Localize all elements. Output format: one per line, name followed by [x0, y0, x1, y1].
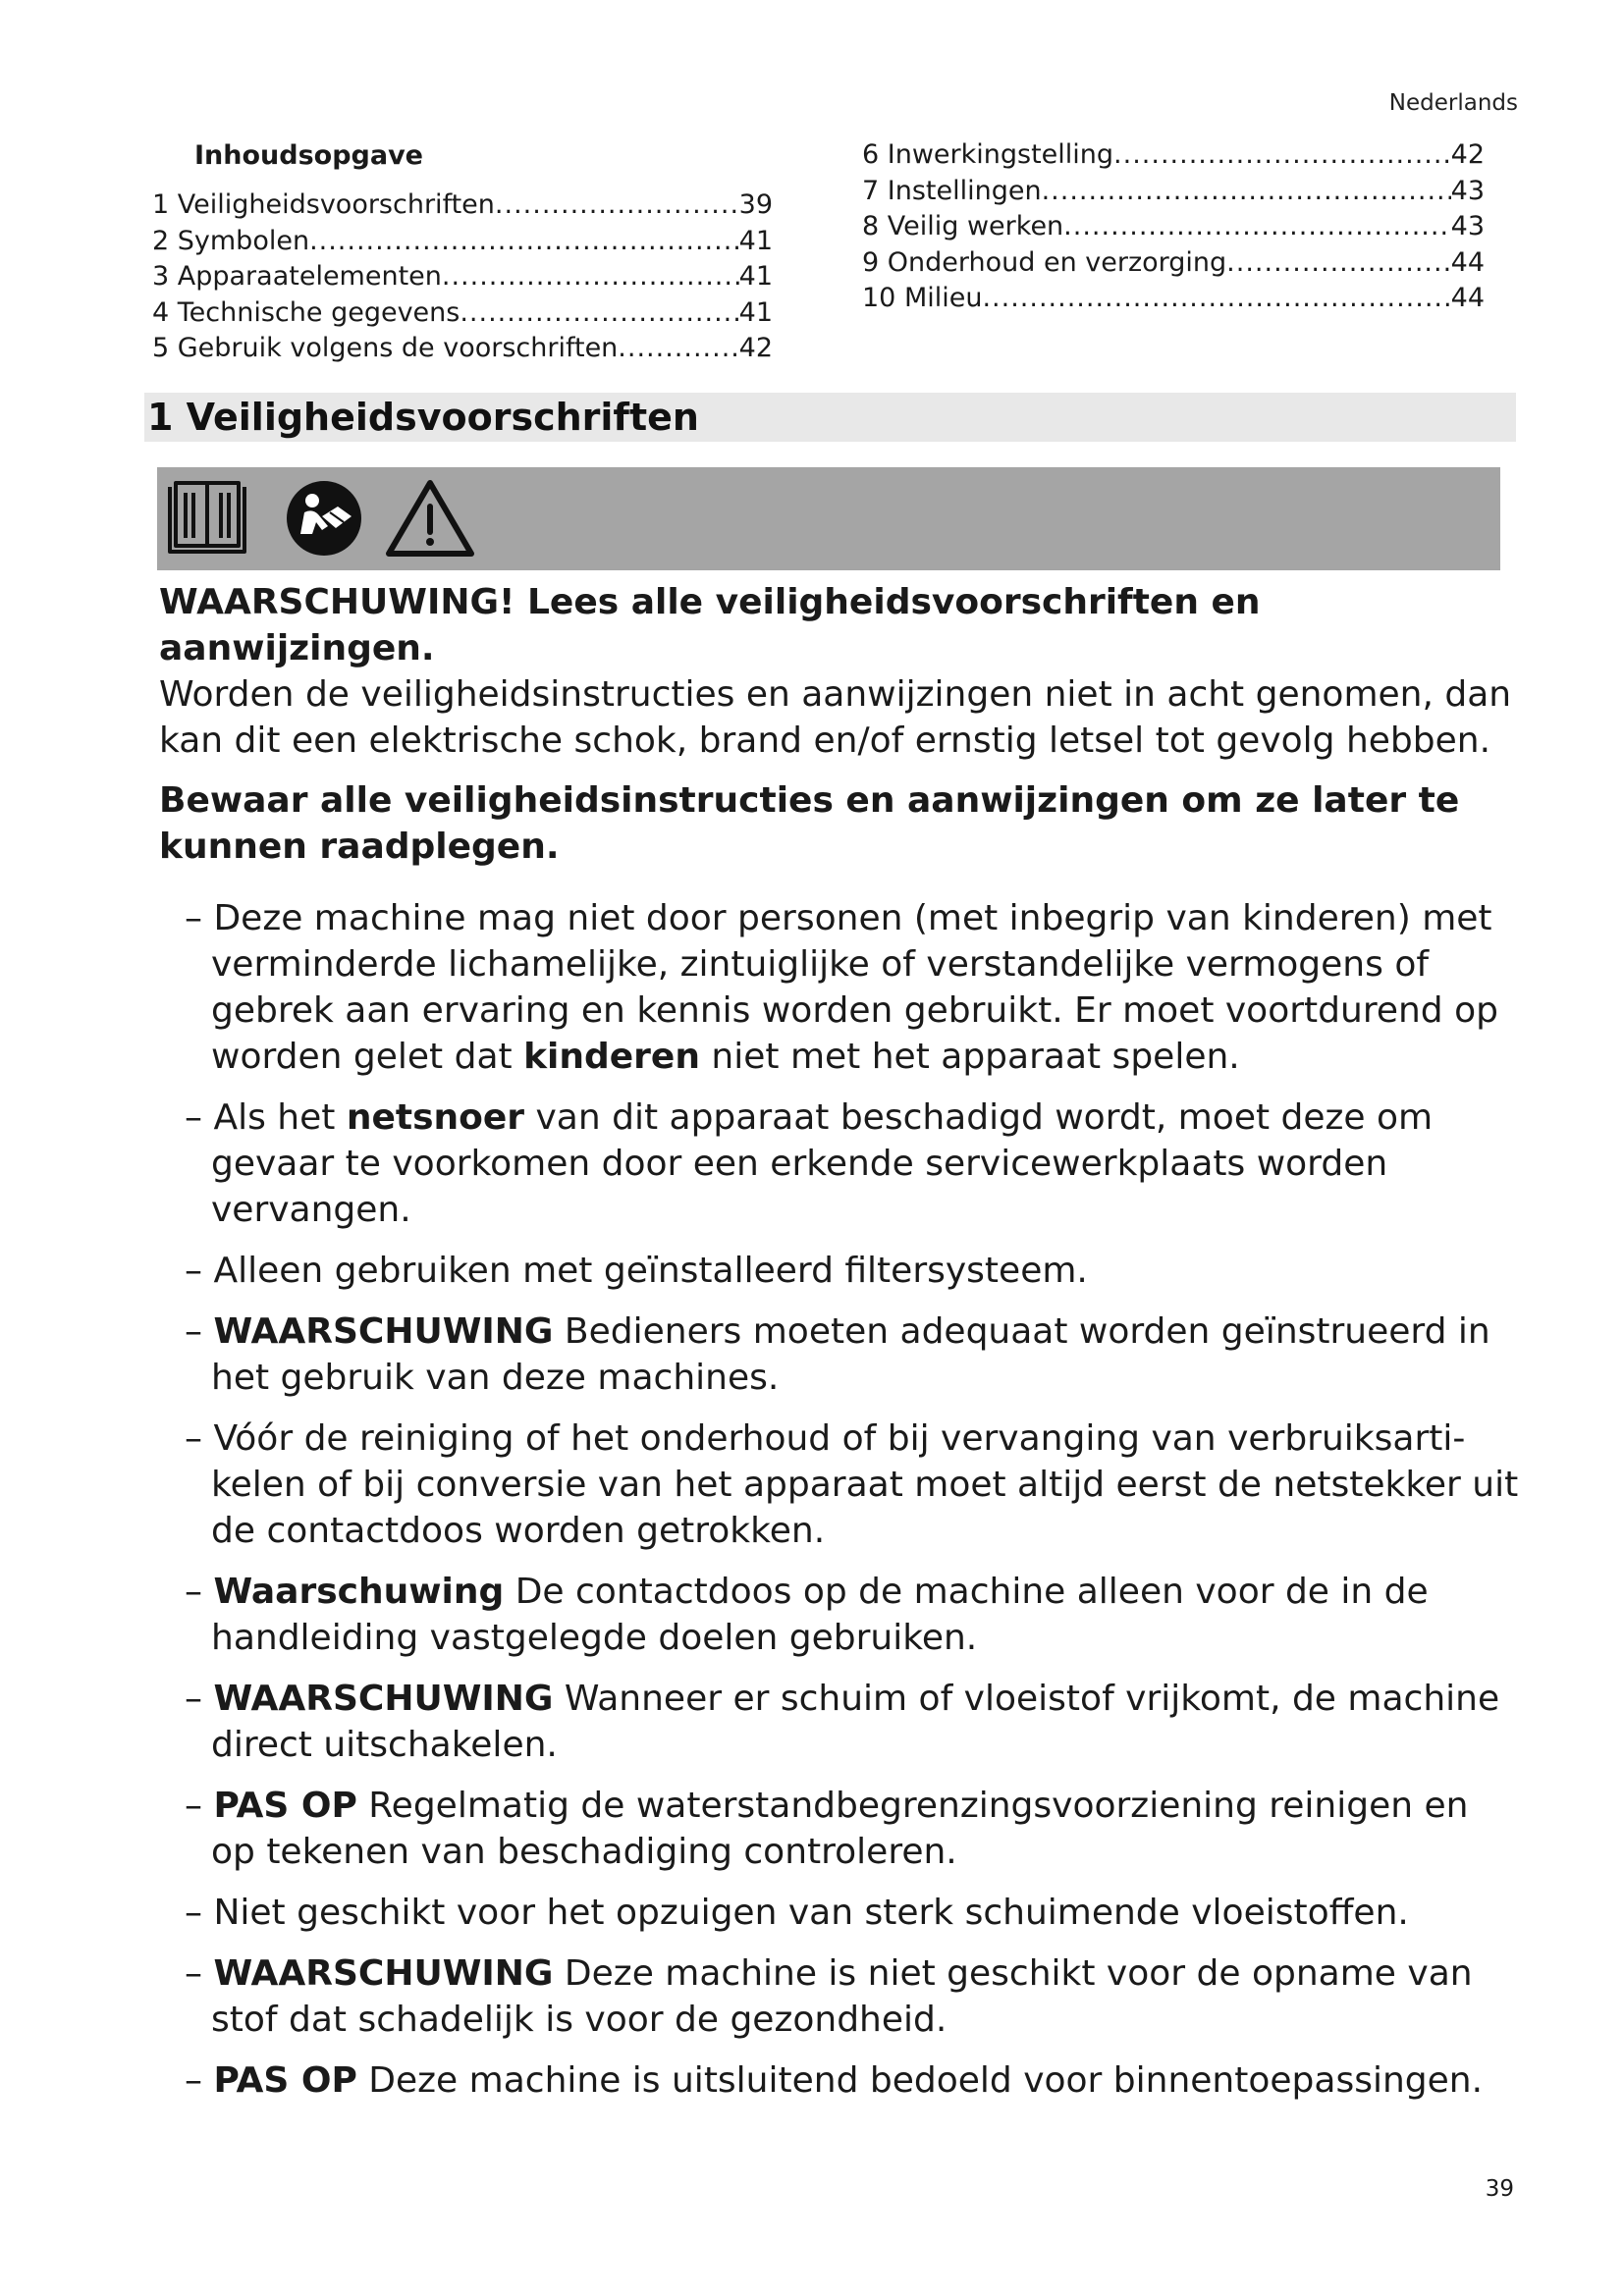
toc-entry[interactable] — [152, 224, 773, 260]
section-heading: 1 Veiligheidsvoorschriften — [144, 393, 1516, 442]
language-label: Nederlands — [1388, 90, 1518, 116]
toc-entry-label: 7 Instellingen — [862, 175, 1042, 206]
toc-entry[interactable] — [862, 174, 1485, 210]
toc-entry-page: 43 — [1450, 175, 1485, 206]
toc-entry[interactable] — [862, 137, 1485, 174]
toc-entry-label: 3 Apparaatelementen — [152, 261, 442, 292]
toc-entry-label: 2 Symbolen — [152, 225, 310, 256]
list-item: – PAS OP Regelmatig de waterstandbegrenzingsvoorziening reinigen en op tekenen van beschadiging controleren. — [185, 1786, 1469, 1872]
safety-rule-list — [159, 895, 1519, 2104]
page-number: 39 — [1485, 2176, 1514, 2202]
toc-entry-page: 44 — [1450, 246, 1485, 278]
toc-entry-label: 10 Milieu — [862, 283, 983, 313]
toc-entry[interactable] — [152, 331, 773, 367]
keep-instructions-notice: Bewaar alle veiligheidsinstructies en aanwijzingen om ze later te kunnen raadplegen. — [159, 780, 1460, 867]
toc-entry-page: 41 — [738, 261, 773, 292]
list-item: – WAARSCHUWING Wanneer er schuim of vloeistof vrijkomt, de machine direct uitschakelen. — [185, 1679, 1500, 1765]
toc-entry-page: 39 — [738, 189, 773, 220]
list-item: – PAS OP Deze machine is uitsluitend bedoeld voor binnentoepassingen. — [185, 2060, 1484, 2101]
toc-entry-page: 42 — [738, 333, 773, 363]
warning-triangle-icon — [383, 477, 477, 560]
toc-entry-label: 1 Veiligheidsvoorschriften — [152, 189, 495, 220]
toc-right-column — [862, 137, 1485, 317]
toc-entry-page: 43 — [1450, 211, 1485, 241]
list-item: – Als het netsnoer van dit apparaat beschadigd wordt, moet deze om gevaar te voorkomen door een erkende servicewerkplaats worden vervangen. — [185, 1097, 1434, 1230]
toc-entry[interactable] — [862, 281, 1485, 317]
toc-title: Inhoudsopgave — [194, 140, 423, 171]
toc-entry[interactable] — [862, 245, 1485, 282]
read-manual-icon — [283, 477, 365, 560]
warning-heading: WAARSCHUWING! Lees alle veiligheidsvoorschriften en aanwijzingen. — [159, 582, 1261, 668]
toc-entry-page: 42 — [1450, 139, 1485, 170]
toc-entry[interactable] — [152, 259, 773, 295]
list-item: – Niet geschikt voor het opzuigen van sterk schuimende vloeistoffen. — [185, 1893, 1409, 1933]
symbol-bar — [157, 467, 1500, 570]
warning-text: Worden de veiligheidsinstructies en aanwijzingen niet in acht genomen, dan kan dit een elektrische schok, brand en/of ernstig letsel tot gevolg hebben. — [159, 674, 1512, 761]
toc-entry-label: 9 Onderhoud en verzorging — [862, 246, 1227, 278]
toc-entry-page: 41 — [738, 225, 773, 256]
safety-content — [159, 579, 1519, 2118]
toc-entry-label: 5 Gebruik volgens de voorschriften — [152, 333, 619, 363]
toc-entry-page: 44 — [1450, 283, 1485, 313]
list-item: – Vóór de reiniging of het onderhoud of bij vervanging van verbruiksarti-kelen of bij conversie van het apparaat moet altijd eerst de netstekker uit de contactdoos worden getrokken. — [185, 1418, 1519, 1551]
toc-entry[interactable] — [862, 209, 1485, 245]
toc-entry-label: 4 Technische gegevens — [152, 296, 460, 328]
toc-entry-label: 8 Veilig werken — [862, 211, 1064, 241]
list-item: – Deze machine mag niet door personen (met inbegrip van kinderen) met verminderde lichamelijke, zintuiglijke of verstandelijke vermogens of gebrek aan ervaring en kennis worden gebruikt. Er moet voortdurend op worden gelet dat kinderen niet met het apparaat spelen. — [185, 898, 1498, 1077]
toc-entry-page: 41 — [738, 296, 773, 328]
manual-book-icon — [164, 477, 250, 560]
list-item: – Alleen gebruiken met geïnstalleerd filtersysteem. — [185, 1251, 1088, 1291]
list-item: – WAARSCHUWING Deze machine is niet geschikt voor de opname van stof dat schadelijk is voor de gezondheid. — [185, 1953, 1473, 2040]
toc-entry[interactable] — [152, 295, 773, 332]
warning-paragraph — [159, 579, 1519, 764]
list-item: – WAARSCHUWING Bedieners moeten adequaat worden geïnstrueerd in het gebruik van deze machines. — [185, 1311, 1490, 1398]
toc-entry[interactable] — [152, 187, 773, 224]
toc-entry-label: 6 Inwerkingstelling — [862, 139, 1114, 170]
list-item: – Waarschuwing De contactdoos op de machine alleen voor de in de handleiding vastgelegde doelen gebruiken. — [185, 1572, 1429, 1658]
toc-left-column — [152, 187, 773, 367]
